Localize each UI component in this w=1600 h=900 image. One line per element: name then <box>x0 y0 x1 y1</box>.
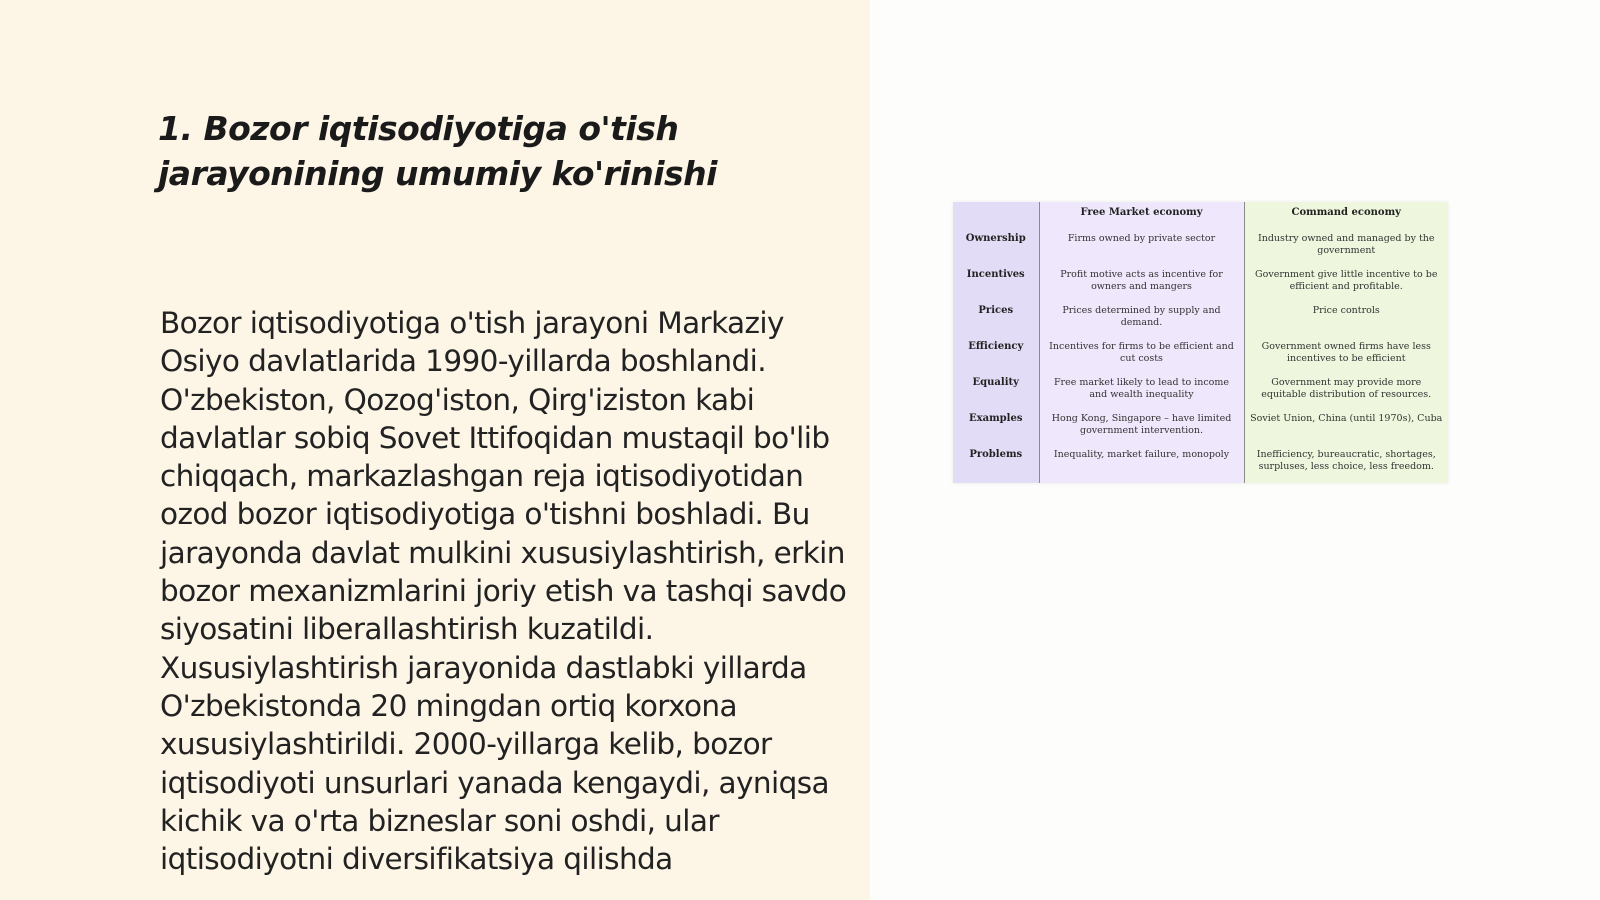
row-label: Ownership <box>953 231 1039 267</box>
command-economy-cell: Soviet Union, China (until 1970s), Cuba <box>1244 411 1448 447</box>
command-economy-cell: Price controls <box>1244 303 1448 339</box>
free-market-cell: Prices determined by supply and demand. <box>1039 303 1244 339</box>
free-market-cell: Profit motive acts as incentive for owners and mangers <box>1039 267 1244 303</box>
row-label: Examples <box>953 411 1039 447</box>
table-row <box>953 303 1448 339</box>
slide-title: 1. Bozor iqtisodiyotiga o'tish jarayonining umumiy ko'rinishi <box>158 109 717 193</box>
table-row <box>953 375 1448 411</box>
header-free-market: Free Market economy <box>1039 202 1244 231</box>
row-label: Incentives <box>953 267 1039 303</box>
free-market-cell: Inequality, market failure, monopoly <box>1039 447 1244 483</box>
row-label: Efficiency <box>953 339 1039 375</box>
free-market-cell: Incentives for firms to be efficient and cut costs <box>1039 339 1244 375</box>
slide-body-text: Bozor iqtisodiyotiga o'tish jarayoni Markaziy Osiyo davlatlarida 1990-yillarda boshlandi. O'zbekiston, Qozog'iston, Qirg'iziston kabi davlatlar sobiq Sovet Ittifoqidan mustaqil bo'lib chiqqach, markazlashgan reja iqtisodiyotidan ozod bozor iqtisodiyotiga o'tishni boshladi. Bu jarayonda davlat mulkini xususiylashtirish, erkin bozor mexanizmlarini joriy etish va tashqi savdo siyosatini liberallashtirish kuzatildi. Xususiylashtirish jarayonida dastlabki yillarda O'zbekistonda 20 mingdan ortiq korxona xususiylashtirildi. 2000-yillarga kelib, bozor iqtisodiyoti unsurlari yanada kengaydi, ayniqsa kichik va o'rta bizneslar soni oshdi, ular iqtisodiyotni diversifikatsiya qilishda <box>160 306 847 877</box>
free-market-cell: Hong Kong, Singapore – have limited government intervention. <box>1039 411 1244 447</box>
command-economy-cell: Government may provide more equitable distribution of resources. <box>1244 375 1448 411</box>
table-row <box>953 339 1448 375</box>
command-economy-cell: Industry owned and managed by the government <box>1244 231 1448 267</box>
row-label: Problems <box>953 447 1039 483</box>
command-economy-cell: Government give little incentive to be efficient and profitable. <box>1244 267 1448 303</box>
header-command-economy: Command economy <box>1244 202 1448 231</box>
table-row <box>953 411 1448 447</box>
economy-comparison-table <box>953 202 1448 483</box>
row-label: Prices <box>953 303 1039 339</box>
table-row <box>953 447 1448 483</box>
free-market-cell: Free market likely to lead to income and wealth inequality <box>1039 375 1244 411</box>
row-label: Equality <box>953 375 1039 411</box>
table-row <box>953 231 1448 267</box>
free-market-cell: Firms owned by private sector <box>1039 231 1244 267</box>
command-economy-cell: Government owned firms have less incentives to be efficient <box>1244 339 1448 375</box>
table-row <box>953 267 1448 303</box>
command-economy-cell: Inefficiency, bureaucratic, shortages, surpluses, less choice, less freedom. <box>1244 447 1448 483</box>
table-header-row <box>953 202 1448 231</box>
table-corner-cell <box>953 202 1039 231</box>
